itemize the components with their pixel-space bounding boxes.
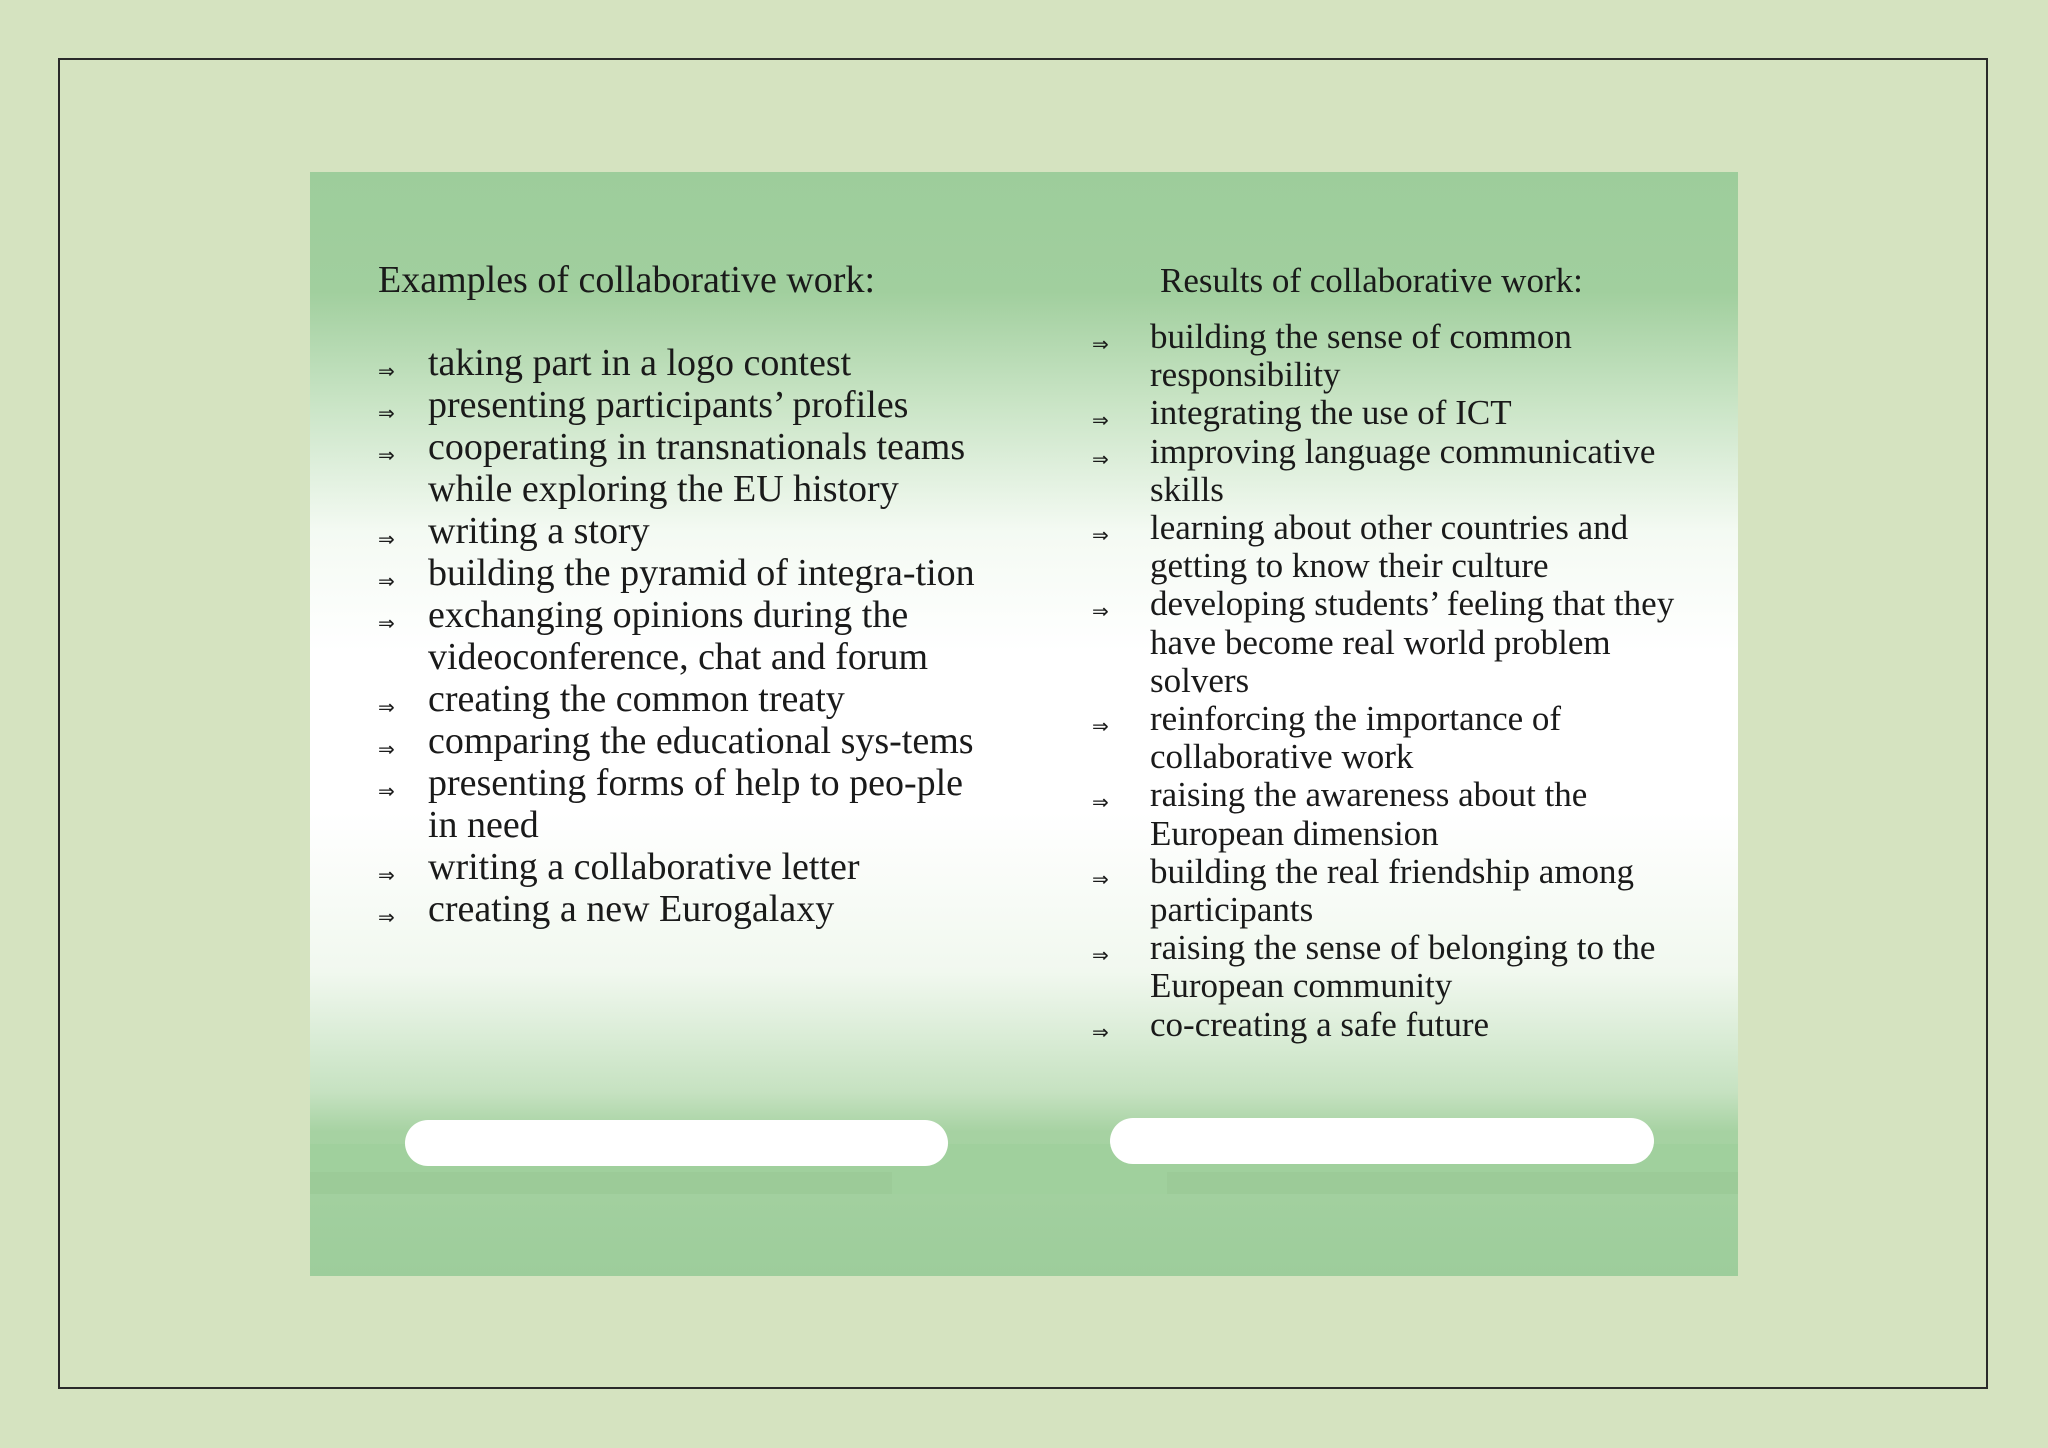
list-item-text: exchanging opinions during the videoconference, chat and forum	[428, 594, 929, 678]
list-item	[378, 762, 998, 846]
results-list	[1092, 318, 1712, 1044]
list-item	[378, 594, 998, 678]
double-arrow-icon: ⇒	[378, 527, 395, 551]
double-arrow-icon: ⇒	[378, 863, 395, 887]
list-item-text: building the sense of common responsibility	[1150, 317, 1572, 395]
list-item	[1092, 318, 1712, 394]
double-arrow-icon: ⇒	[378, 779, 395, 803]
list-item	[1092, 700, 1712, 776]
list-item-text: co-creating a safe future	[1150, 1004, 1490, 1044]
list-item	[1092, 929, 1712, 1005]
double-arrow-icon: ⇒	[1092, 943, 1109, 968]
list-item-text: presenting participants’ profiles	[428, 384, 909, 426]
left-white-bar	[405, 1120, 948, 1166]
list-item-text: raising the awareness about the European dimension	[1150, 775, 1588, 853]
list-item-text: developing students’ feeling that they have become real world problem solvers	[1150, 584, 1675, 700]
double-arrow-icon: ⇒	[1092, 714, 1109, 739]
list-item	[378, 384, 998, 426]
double-arrow-icon: ⇒	[378, 695, 395, 719]
list-item	[378, 342, 998, 384]
list-item	[1092, 509, 1712, 585]
examples-column	[378, 258, 998, 930]
list-item	[378, 720, 998, 762]
list-item-text: writing a story	[428, 510, 650, 552]
double-arrow-icon: ⇒	[378, 737, 395, 761]
list-item-text: creating the common treaty	[428, 678, 845, 720]
list-item	[1092, 1006, 1712, 1044]
results-heading: Results of collaborative work:	[1160, 261, 1583, 300]
list-item-text: taking part in a logo contest	[428, 342, 852, 384]
list-item-text: integrating the use of ICT	[1150, 393, 1512, 433]
double-arrow-icon: ⇒	[1092, 1019, 1109, 1044]
list-item-text: writing a collaborative letter	[428, 846, 860, 888]
double-arrow-icon: ⇒	[378, 569, 395, 593]
list-item	[378, 846, 998, 888]
list-item	[378, 426, 998, 510]
examples-heading: Examples of collaborative work:	[378, 259, 876, 301]
list-item-text: improving language communicative skills	[1150, 431, 1656, 509]
list-item	[1092, 585, 1712, 700]
double-arrow-icon: ⇒	[1092, 866, 1109, 891]
list-item	[1092, 433, 1712, 509]
list-item	[378, 552, 998, 594]
double-arrow-icon: ⇒	[1092, 523, 1109, 548]
list-item-text: cooperating in transnationals teams while exploring the EU history	[428, 426, 966, 510]
list-item-text: learning about other countries and getting to know their culture	[1150, 508, 1629, 586]
list-item	[1092, 853, 1712, 929]
right-white-bar	[1110, 1118, 1654, 1164]
examples-list	[378, 342, 998, 930]
list-item-text: raising the sense of belonging to the European community	[1150, 928, 1656, 1006]
content-panel	[310, 172, 1738, 1276]
list-item-text: comparing the educational sys-tems	[428, 720, 974, 762]
double-arrow-icon: ⇒	[1092, 599, 1109, 624]
double-arrow-icon: ⇒	[378, 443, 395, 467]
list-item-text: reinforcing the importance of collaborative work	[1150, 699, 1562, 777]
double-arrow-icon: ⇒	[1092, 446, 1109, 471]
double-arrow-icon: ⇒	[1092, 408, 1109, 433]
results-column	[1092, 260, 1712, 1044]
double-arrow-icon: ⇒	[1092, 332, 1109, 356]
double-arrow-icon: ⇒	[378, 401, 395, 425]
list-item	[1092, 776, 1712, 852]
double-arrow-icon: ⇒	[378, 905, 395, 929]
list-item	[1092, 394, 1712, 432]
bottom-band-shade-right	[1167, 1172, 1738, 1194]
list-item-text: building the pyramid of integra-tion	[428, 552, 975, 594]
list-item-text: creating a new Eurogalaxy	[428, 888, 835, 930]
bottom-band-shade-left	[310, 1172, 892, 1194]
double-arrow-icon: ⇒	[378, 359, 395, 383]
list-item	[378, 888, 998, 930]
double-arrow-icon: ⇒	[1092, 790, 1109, 815]
list-item-text: building the real friendship among participants	[1150, 851, 1635, 930]
list-item	[378, 510, 998, 552]
list-item-text: presenting forms of help to peo-ple in need	[428, 762, 964, 846]
list-item	[378, 678, 998, 720]
double-arrow-icon: ⇒	[378, 611, 395, 635]
